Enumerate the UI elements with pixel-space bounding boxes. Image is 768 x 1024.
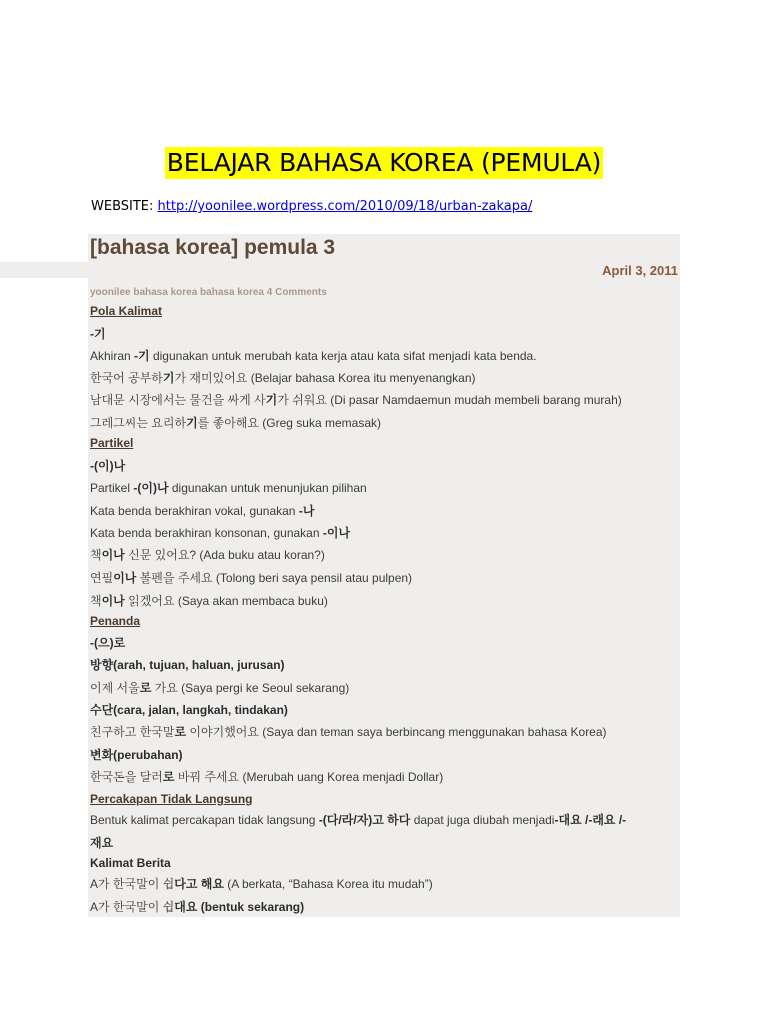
subheading — [90, 325, 106, 342]
heading-percakapan: Percakapan Tidak Langsung — [90, 792, 253, 806]
website-label: WEBSITE: — [91, 199, 154, 214]
document-title-wrap — [0, 147, 768, 179]
text-line: 이제 서울로 가요 (Saya pergi ke Seoul sekarang) — [90, 681, 350, 695]
text-line: 그레그씨는 요리하기를 좋아해요 (Greg suka memasak) — [90, 416, 381, 430]
document-title: BELAJAR BAHASA KOREA (PEMULA) — [166, 148, 602, 177]
text-line: 연필이나 볼펜을 주세요 (Tolong beri saya pensil atau pulpen) — [90, 571, 413, 585]
text-line: Kata benda berakhiran konsonan, gunakan -이나 — [90, 526, 351, 540]
heading-penanda: Penanda — [90, 614, 141, 628]
text-line: A가 한국말이 쉽다고 해요 (A berkata, “Bahasa Korea itu mudah”) — [90, 877, 433, 891]
subheading: -(이)나 — [90, 459, 126, 473]
text-line: 친구하고 한국말로 이야기했어요 (Saya dan teman saya berbincang menggunakan bahasa Korea) — [90, 725, 607, 739]
subheading: 변화(perubahan) — [90, 748, 183, 762]
text-line: Akhiran -기 digunakan untuk merubah kata kerja atau kata sifat menjadi kata benda. — [90, 349, 537, 363]
text-line: Partikel -(이)나 digunakan untuk menunjukan pilihan — [90, 481, 367, 495]
post-title: [bahasa korea] pemula 3 — [90, 236, 336, 259]
left-grey-strip — [0, 262, 90, 278]
subheading: 수단(cara, jalan, langkah, tindakan) — [90, 703, 288, 717]
text-line: Kata benda berakhiran vokal, gunakan -나 — [90, 504, 315, 518]
text-line: A가 한국말이 쉽대요 (bentuk sekarang) — [90, 900, 305, 914]
text-line: 책이나 읽겠어요 (Saya akan membaca buku) — [90, 594, 328, 608]
heading-partikel: Partikel — [90, 436, 134, 450]
website-line — [91, 199, 532, 214]
subheading: Kalimat Berita — [90, 856, 171, 870]
subheading: -(으)로 — [90, 636, 126, 650]
text-line: 재요 — [90, 836, 114, 850]
post-date: April 3, 2011 — [602, 263, 678, 278]
text-line: 책이나 신문 있어요? (Ada buku atau koran?) — [90, 548, 325, 562]
text-line: 한국어 공부하기가 재미있어요 (Belajar bahasa Korea itu menyenangkan) — [90, 371, 476, 385]
heading-pola-kalimat: Pola Kalimat — [90, 304, 163, 318]
text-line: Bentuk kalimat percakapan tidak langsung -(다/라/자)고 하다 dapat juga diubah menjadi-대요 /-래요 /- — [90, 813, 627, 827]
post-meta: yoonilee bahasa korea bahasa korea 4 Comments — [90, 287, 327, 298]
bold-text: -기 — [90, 327, 106, 341]
text-line: 한국돈을 달러로 바꿔 주세요 (Merubah uang Korea menjadi Dollar) — [90, 770, 444, 784]
text-line: 남대문 시장에서는 물건을 싸게 사기가 쉬워요 (Di pasar Namdaemun mudah membeli barang murah) — [90, 393, 622, 407]
website-link[interactable]: http://yoonilee.wordpress.com/2010/09/18/urban-zakapa/ — [157, 199, 533, 214]
subheading: 방향(arah, tujuan, haluan, jurusan) — [90, 658, 285, 672]
